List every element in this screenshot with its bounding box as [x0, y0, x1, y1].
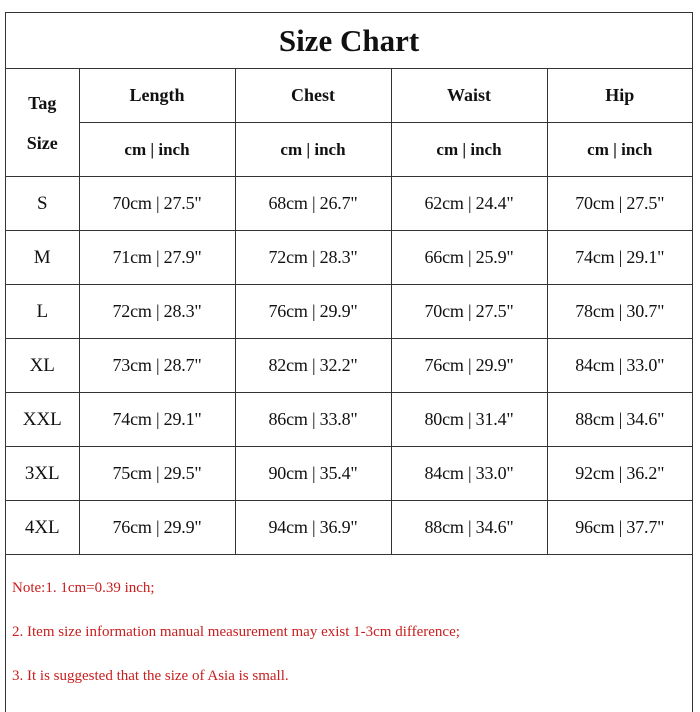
length-value: 70cm | 27.5" [79, 177, 235, 231]
notes-section [6, 556, 692, 706]
header-row [6, 69, 692, 123]
table-row [6, 393, 692, 447]
column-header-chest: Chest [235, 69, 391, 123]
length-value: 75cm | 29.5" [79, 447, 235, 501]
column-header-length: Length [79, 69, 235, 123]
unit-hip: cm | inch [547, 123, 692, 177]
chest-value: 82cm | 32.2" [235, 339, 391, 393]
size-label: S [6, 177, 79, 231]
table-row [6, 447, 692, 501]
size-label: M [6, 231, 79, 285]
hip-value: 84cm | 33.0" [547, 339, 692, 393]
chest-value: 94cm | 36.9" [235, 501, 391, 555]
hip-value: 92cm | 36.2" [547, 447, 692, 501]
table-row [6, 339, 692, 393]
column-header-hip: Hip [547, 69, 692, 123]
waist-value: 84cm | 33.0" [391, 447, 547, 501]
tag-size-header [6, 69, 79, 177]
waist-value: 76cm | 29.9" [391, 339, 547, 393]
length-value: 73cm | 28.7" [79, 339, 235, 393]
length-value: 71cm | 27.9" [79, 231, 235, 285]
note-line: Note:1. 1cm=0.39 inch; [12, 580, 155, 596]
unit-waist: cm | inch [391, 123, 547, 177]
length-value: 74cm | 29.1" [79, 393, 235, 447]
size-label: L [6, 285, 79, 339]
column-header-waist: Waist [391, 69, 547, 123]
length-value: 76cm | 29.9" [79, 501, 235, 555]
tag-size-line2: Size [26, 132, 58, 153]
waist-value: 88cm | 34.6" [391, 501, 547, 555]
chest-value: 90cm | 35.4" [235, 447, 391, 501]
chest-value: 86cm | 33.8" [235, 393, 391, 447]
hip-value: 74cm | 29.1" [547, 231, 692, 285]
hip-value: 70cm | 27.5" [547, 177, 692, 231]
note-line: 3. It is suggested that the size of Asia is small. [12, 668, 289, 684]
hip-value: 96cm | 37.7" [547, 501, 692, 555]
unit-length: cm | inch [79, 123, 235, 177]
size-label: XXL [6, 393, 79, 447]
size-label: 4XL [6, 501, 79, 555]
size-label: 3XL [6, 447, 79, 501]
hip-value: 88cm | 34.6" [547, 393, 692, 447]
table-row [6, 285, 692, 339]
waist-value: 80cm | 31.4" [391, 393, 547, 447]
size-label: XL [6, 339, 79, 393]
waist-value: 62cm | 24.4" [391, 177, 547, 231]
chest-value: 72cm | 28.3" [235, 231, 391, 285]
waist-value: 66cm | 25.9" [391, 231, 547, 285]
size-table [6, 69, 692, 555]
hip-value: 78cm | 30.7" [547, 285, 692, 339]
size-chart-frame [5, 12, 693, 712]
chest-value: 68cm | 26.7" [235, 177, 391, 231]
chest-value: 76cm | 29.9" [235, 285, 391, 339]
waist-value: 70cm | 27.5" [391, 285, 547, 339]
chart-title: Size Chart [6, 13, 692, 69]
table-row [6, 231, 692, 285]
note-line: 2. Item size information manual measurement may exist 1-3cm difference; [12, 624, 460, 640]
unit-row [6, 123, 692, 177]
table-row [6, 177, 692, 231]
length-value: 72cm | 28.3" [79, 285, 235, 339]
unit-chest: cm | inch [235, 123, 391, 177]
table-row [6, 501, 692, 555]
tag-size-line1: Tag [28, 92, 57, 113]
